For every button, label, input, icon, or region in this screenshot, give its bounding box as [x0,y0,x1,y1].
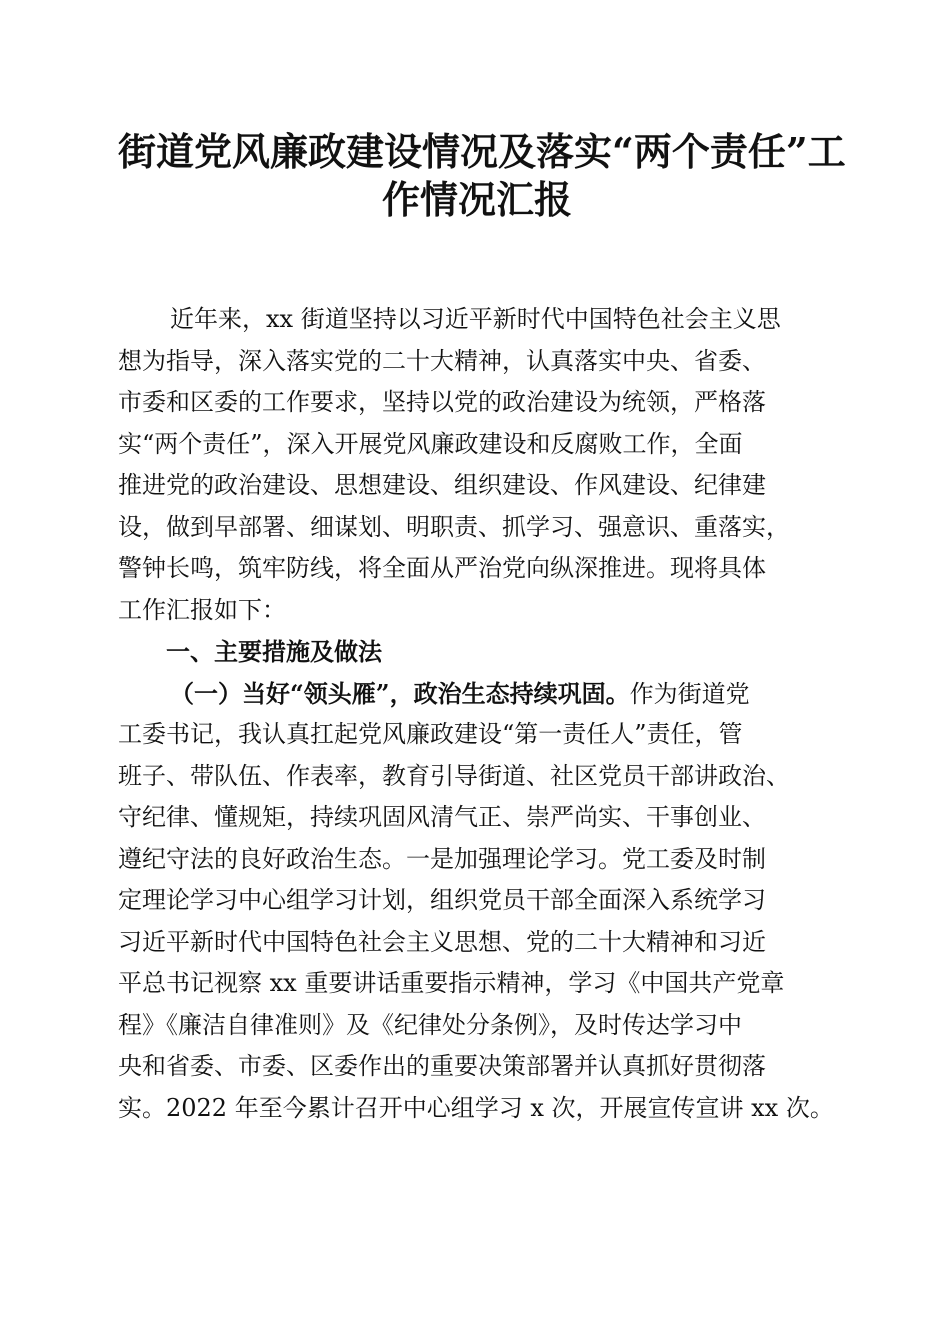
paragraph-line: 习近平新时代中国特色社会主义思想、党的二十大精神和习近 [118,927,766,956]
paragraph-line: 程》《廉洁自律准则》及《纪律处分条例》，及时传达学习中 [118,1010,742,1039]
subsection-first-line-rest: 作为街道党 [629,679,750,708]
intro-line: 警钟长鸣，筑牢防线，将全面从严治党向纵深推进。现将具体 [118,554,766,582]
paragraph-line: 定理论学习中心组学习计划，组织党员干部全面深入系统学习 [118,886,766,914]
section-heading: 一、主要措施及做法 [166,637,382,666]
intro-line: 近年来，xx 街道坚持以习近平新时代中国特色社会主义思 [170,305,781,333]
intro-line: 工作汇报如下： [118,595,286,624]
intro-line: 实“两个责任”，深入开展党风廉政建设和反腐败工作，全面 [118,429,743,458]
document-body [118,299,836,1129]
paragraph-line: 工委书记，我认真扛起党风廉政建设“第一责任人”责任，管 [118,720,743,748]
intro-line: 市委和区委的工作要求，坚持以党的政治建设为统领，严格落 [118,388,766,416]
title-line: 作情况汇报 [381,177,572,222]
paragraph-line: 守纪律、懂规矩，持续巩固风清气正、崇严尚实、干事创业、 [118,803,766,831]
document-page [118,128,846,1129]
intro-line: 推进党的政治建设、思想建设、组织建设、作风建设、纪律建 [118,471,766,499]
paragraph-line: 班子、带队伍、作表率，教育引导街道、社区党员干部讲政治、 [118,761,790,790]
title-line: 街道党风廉政建设情况及落实“两个责任”工 [118,129,846,174]
paragraph-line: 平总书记视察 xx 重要讲话重要指示精神，学习《中国共产党章 [118,969,785,997]
intro-line: 设，做到早部署、细谋划、明职责、抓学习、强意识、重落实， [118,512,790,541]
paragraph-line: 央和省委、市委、区委作出的重要决策部署并认真抓好贯彻落 [118,1052,766,1080]
paragraph-line: 实。2022 年至今累计召开中心组学习 x 次，开展宣传宣讲 xx 次。 [118,1093,834,1122]
subsection-first-line [118,673,836,715]
document-title [118,128,846,224]
subsection-heading: （一）当好“领头雁”，政治生态持续巩固。 [170,678,630,708]
intro-line: 想为指导，深入落实党的二十大精神，认真落实中央、省委、 [118,346,766,375]
paragraph-line: 遵纪守法的良好政治生态。一是加强理论学习。党工委及时制 [118,844,766,873]
